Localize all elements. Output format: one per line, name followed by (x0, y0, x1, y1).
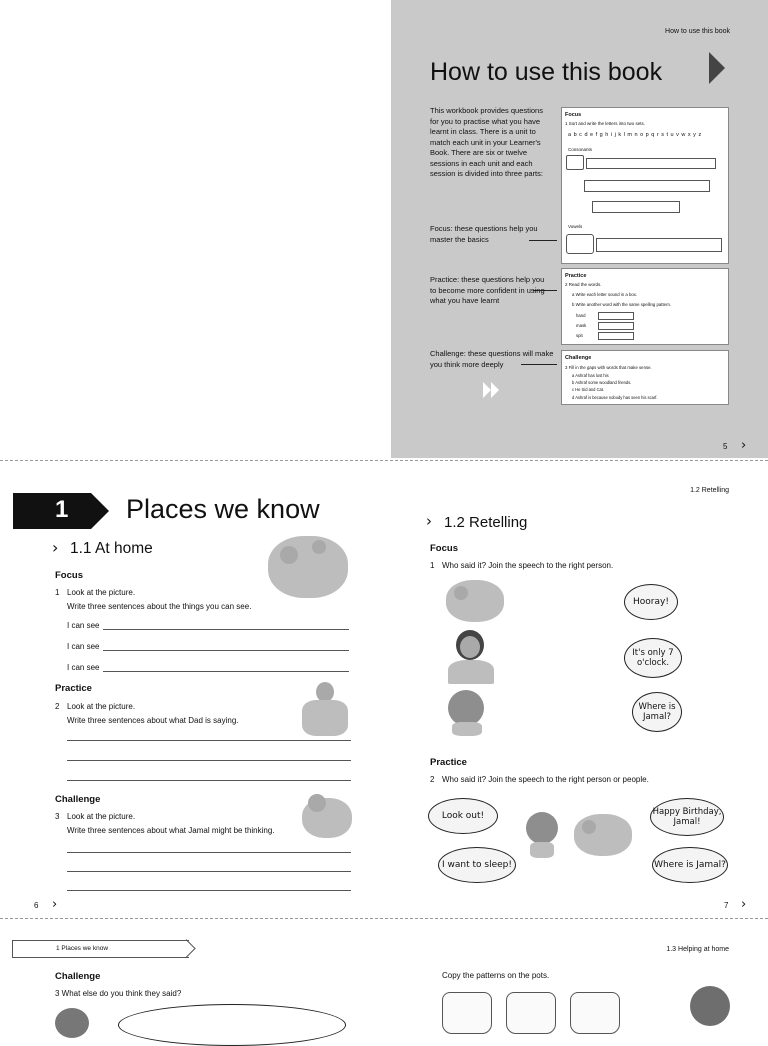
speech-bubble-where-is-jamal-2[interactable]: Where is Jamal? (652, 847, 728, 883)
answer-line-1[interactable] (103, 629, 349, 630)
session-chevron-icon: › (426, 512, 432, 530)
page-8-partial (0, 924, 384, 1024)
instruction-text: Copy the patterns on the pots. (442, 971, 550, 980)
i-can-see-1: I can see (67, 621, 100, 630)
q1-line-b: Write three sentences about the things you can see. (67, 602, 252, 611)
speech-bubble-want-to-sleep[interactable]: I want to sleep! (438, 847, 516, 883)
sample-word-spit: spit (576, 333, 583, 338)
focus-label: Focus (55, 570, 83, 581)
q2-text: Who said it? Join the speech to the right person or people. (442, 775, 649, 784)
page-title: How to use this book (430, 58, 663, 86)
practice-line-1[interactable] (67, 740, 351, 741)
focus-note: Focus: these questions help you master the basics (430, 224, 538, 244)
dad-illustration (296, 680, 350, 738)
sample-boxes-3 (598, 332, 634, 340)
q3-line-b: Write three sentences about what Jamal might be thinking. (67, 826, 275, 835)
sample-challenge-box (561, 350, 729, 405)
speech-bubble-happy-birthday[interactable]: Happy Birthday, Jamal! (650, 798, 724, 836)
family-illustration (444, 576, 506, 624)
running-header: How to use this book (665, 28, 730, 35)
page-number: 5 (723, 442, 728, 451)
sample-practice-q2: 2 Read the words. (565, 282, 602, 287)
sample-word-mask: mask (576, 323, 587, 328)
challenge-label: Challenge (55, 794, 101, 805)
challenge-pointer-arrow (521, 364, 557, 365)
unit-tab-label: 1 Places we know (56, 945, 109, 952)
q1-text: Who said it? Join the speech to the right person. (442, 561, 614, 570)
title-arrow-icon (709, 52, 725, 84)
session-title: 1.2 Retelling (444, 514, 528, 531)
practice-note: Practice: these questions help you to become more confident in using what you have learnt (430, 275, 545, 305)
speech-bubble-where-is-jamal[interactable]: Where is Jamal? (632, 692, 682, 732)
sample-practice-a: a Write each letter sound in a box. (572, 292, 638, 297)
next-page-chevron-icon[interactable]: › (741, 438, 747, 453)
q2-number: 2 (430, 775, 435, 784)
session-title: 1.1 At home (70, 540, 153, 557)
running-header: 1.2 Retelling (690, 487, 729, 494)
answer-line-3[interactable] (103, 671, 349, 672)
answer-line-2[interactable] (103, 650, 349, 651)
child-illustration (690, 986, 730, 1026)
practice-label: Practice (430, 757, 467, 768)
sample-alphabet: a b c d e f g h i j k l m n o p q r s t u v w x y z (568, 132, 702, 138)
family-illustration (262, 530, 352, 602)
woman-illustration (446, 630, 496, 684)
jamal-illustration (298, 792, 354, 840)
sample-challenge-a: a Ashraf has lost his (572, 373, 609, 378)
i-can-see-2: I can see (67, 642, 100, 651)
page-9-partial (384, 924, 768, 1024)
session-chevron-icon: › (52, 538, 59, 557)
q3-line-a: Look at the picture. (67, 812, 136, 821)
sample-practice-b: b Write another word with the same spelling pattern. (572, 302, 672, 307)
challenge-line-2[interactable] (67, 871, 351, 872)
speech-bubble-empty[interactable] (118, 1004, 346, 1046)
page-divider-2 (0, 918, 768, 919)
sample-boxes-2 (598, 322, 634, 330)
running-header: 1.3 Helping at home (666, 946, 729, 953)
next-page-chevron-icon[interactable]: › (52, 897, 58, 912)
child-illustration (55, 1008, 89, 1038)
challenge-label: Challenge (55, 971, 101, 982)
challenge-note: Challenge: these questions will make you think more deeply (430, 349, 554, 369)
page-6 (0, 466, 384, 916)
train-consonants-3 (592, 201, 680, 213)
blank-page-4 (0, 0, 391, 458)
sample-consonants: Consonants (568, 147, 593, 152)
next-page-chevron-icon[interactable]: › (741, 897, 747, 912)
page-divider (0, 460, 768, 461)
sample-challenge-heading: Challenge (565, 355, 592, 361)
practice-pointer-arrow (533, 290, 557, 291)
jamal-face-illustration (446, 688, 486, 736)
sample-practice-heading: Practice (565, 273, 587, 279)
challenge-line-3[interactable] (67, 890, 351, 891)
sample-boxes-1 (598, 312, 634, 320)
family-illustration-2 (572, 810, 634, 858)
q2-number: 2 (55, 702, 60, 711)
speech-bubble-hooray[interactable]: Hooray! (624, 584, 678, 620)
sample-focus-heading: Focus (565, 112, 582, 118)
pot-2 (506, 992, 556, 1034)
unit-badge-arrow (91, 493, 109, 529)
sample-focus-q1: 1 Sort and write the letters into two sets. (565, 121, 646, 126)
train-consonants-2 (584, 180, 710, 192)
unit-badge (13, 493, 91, 529)
sample-word-hand: hand (576, 313, 586, 318)
sample-challenge-q3: 3 Fill in the gaps with words that make sense. (565, 365, 652, 370)
q3-text: 3 What else do you think they said? (55, 989, 182, 998)
q1-number: 1 (55, 588, 60, 597)
speech-bubble-seven-oclock[interactable]: It's only 7 o'clock. (624, 638, 682, 678)
sample-practice-box (561, 268, 729, 345)
q2-line-b: Write three sentences about what Dad is saying. (67, 716, 239, 725)
focus-label: Focus (430, 543, 458, 554)
double-arrow-icon (483, 382, 503, 398)
intro-text: This workbook provides questions for you to practise what you have learnt in class. There is a unit to match each unit in your Learner's Book. There are six or twelve sessions in each unit and each session is divided into three parts: (430, 106, 543, 178)
sample-vowels: Vowels (568, 224, 583, 229)
q2-line-a: Look at the picture. (67, 702, 136, 711)
sample-challenge-b: b Ashraf some woodland friends. (572, 380, 632, 385)
practice-line-2[interactable] (67, 760, 351, 761)
pot-1 (442, 992, 492, 1034)
q1-number: 1 (430, 561, 435, 570)
sample-focus-box (561, 107, 729, 264)
page-number: 7 (724, 901, 729, 910)
challenge-line-1[interactable] (67, 852, 351, 853)
q1-line-a: Look at the picture. (67, 588, 136, 597)
unit-number: 1 (55, 496, 69, 523)
focus-pointer-arrow (529, 240, 557, 241)
practice-label: Practice (55, 683, 92, 694)
speech-bubble-look-out[interactable]: Look out! (428, 798, 498, 834)
jamal-illustration (524, 812, 560, 860)
page-5-how-to-use (391, 0, 768, 458)
page-number: 6 (34, 901, 39, 910)
unit-title: Places we know (126, 494, 320, 524)
q3-number: 3 (55, 812, 60, 821)
sample-challenge-d: d Ashraf is because nobody has seen his scarf. (572, 395, 658, 400)
train-vowels (566, 232, 722, 254)
practice-line-3[interactable] (67, 780, 351, 781)
page-7 (384, 466, 768, 916)
pot-3 (570, 992, 620, 1034)
sample-challenge-c: c He Sid and Cat. (572, 387, 605, 392)
train-consonants-1 (566, 155, 716, 169)
i-can-see-3: I can see (67, 663, 100, 672)
